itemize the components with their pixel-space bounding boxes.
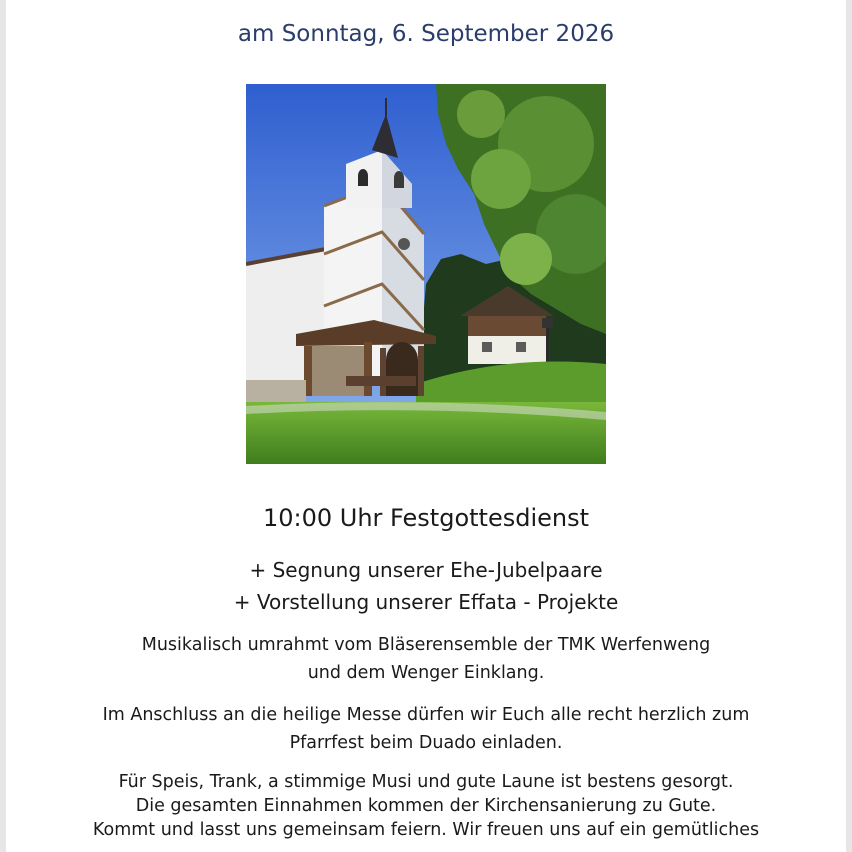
- program-list: [6, 554, 846, 618]
- church-photo: [246, 84, 606, 464]
- paragraph-line: Die gesamten Einnahmen kommen der Kirchensanierung zu Gute.: [135, 796, 717, 816]
- paragraph-line: Im Anschluss an die heilige Messe dürfen wir Euch alle recht herzlich zum: [102, 705, 750, 725]
- flyer-page: [6, 0, 846, 852]
- invite-paragraph: [6, 701, 846, 757]
- paragraph-line: Pfarrfest beim Duado einladen.: [289, 733, 563, 753]
- paragraph-line: Musikalisch umrahmt vom Bläserensemble der TMK Werfenweng: [141, 635, 711, 655]
- closing-paragraph: [6, 770, 846, 842]
- program-item: + Segnung unserer Ehe-Jubelpaare: [249, 558, 603, 582]
- program-item: + Vorstellung unserer Effata - Projekte: [233, 590, 619, 614]
- paragraph-line: Für Speis, Trank, a stimmige Musi und gute Laune ist bestens gesorgt.: [118, 772, 734, 792]
- paragraph-line: Kommt und lasst uns gemeinsam feiern. Wir freuen uns auf ein gemütliches: [92, 820, 760, 840]
- music-paragraph: [6, 631, 846, 687]
- event-date: am Sonntag, 6. September 2026: [237, 21, 615, 47]
- paragraph-line: und dem Wenger Einklang.: [307, 663, 545, 683]
- service-time: 10:00 Uhr Festgottesdienst: [262, 504, 590, 532]
